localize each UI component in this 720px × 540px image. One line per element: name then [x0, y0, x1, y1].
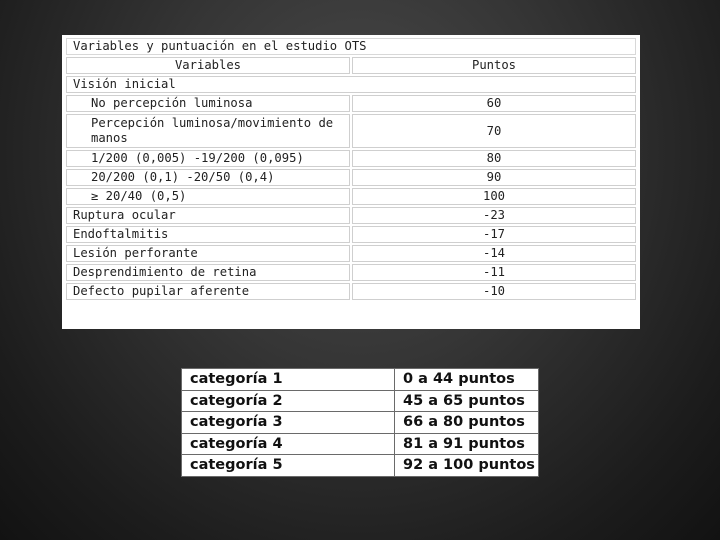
- category-name: categoría 4: [182, 433, 395, 455]
- row-points: 80: [352, 150, 636, 167]
- table-row: [66, 283, 636, 300]
- row-label: Ruptura ocular: [66, 207, 350, 224]
- row-points: 60: [352, 95, 636, 112]
- table-row: [66, 114, 636, 148]
- table-row: [66, 226, 636, 243]
- row-points: -14: [352, 245, 636, 262]
- header-puntos: Puntos: [352, 57, 636, 74]
- table-row: [66, 169, 636, 186]
- row-label: ≥ 20/40 (0,5): [66, 188, 350, 205]
- table-row: [66, 150, 636, 167]
- category-table: [181, 368, 539, 477]
- category-row: [182, 390, 539, 412]
- header-variables: Variables: [66, 57, 350, 74]
- ots-score-table-panel: [62, 35, 640, 329]
- row-label: Percepción luminosa/movimiento de manos: [66, 114, 350, 148]
- row-label: Lesión perforante: [66, 245, 350, 262]
- row-label: 20/200 (0,1) -20/50 (0,4): [66, 169, 350, 186]
- section-label: Visión inicial: [66, 76, 636, 93]
- row-points: -11: [352, 264, 636, 281]
- category-range: 66 a 80 puntos: [395, 412, 539, 434]
- table-row: [66, 207, 636, 224]
- row-label: Endoftalmitis: [66, 226, 350, 243]
- category-row: [182, 369, 539, 391]
- table-row: [66, 264, 636, 281]
- table-row: [66, 245, 636, 262]
- category-row: [182, 412, 539, 434]
- row-label: Defecto pupilar aferente: [66, 283, 350, 300]
- table-row: [66, 95, 636, 112]
- category-row: [182, 433, 539, 455]
- row-label: 1/200 (0,005) -19/200 (0,095): [66, 150, 350, 167]
- category-row: [182, 455, 539, 477]
- ots-score-table: [64, 36, 638, 302]
- category-name: categoría 2: [182, 390, 395, 412]
- table-caption-row: [66, 38, 636, 55]
- table-row: [66, 188, 636, 205]
- category-range: 45 a 65 puntos: [395, 390, 539, 412]
- row-label: Desprendimiento de retina: [66, 264, 350, 281]
- table-caption: Variables y puntuación en el estudio OTS: [66, 38, 636, 55]
- category-range: 92 a 100 puntos: [395, 455, 539, 477]
- category-range: 0 a 44 puntos: [395, 369, 539, 391]
- row-points: 90: [352, 169, 636, 186]
- row-points: 100: [352, 188, 636, 205]
- category-name: categoría 3: [182, 412, 395, 434]
- row-points: -17: [352, 226, 636, 243]
- row-points: -10: [352, 283, 636, 300]
- row-label: No percepción luminosa: [66, 95, 350, 112]
- category-range: 81 a 91 puntos: [395, 433, 539, 455]
- category-name: categoría 5: [182, 455, 395, 477]
- row-points: 70: [352, 114, 636, 148]
- row-points: -23: [352, 207, 636, 224]
- table-header-row: [66, 57, 636, 74]
- section-row-vision: [66, 76, 636, 93]
- category-name: categoría 1: [182, 369, 395, 391]
